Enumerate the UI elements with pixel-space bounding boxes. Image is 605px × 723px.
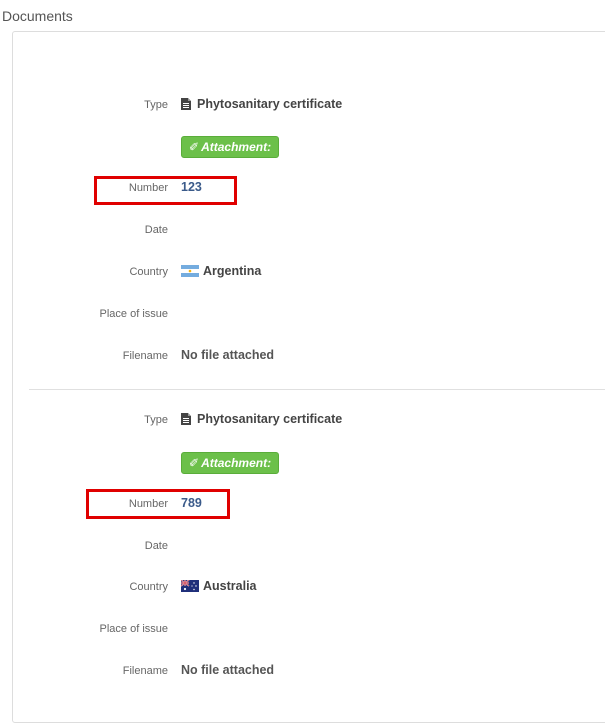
- document-icon: [181, 98, 191, 110]
- doc2-place-row: [13, 619, 605, 641]
- number-label: Number: [128, 498, 168, 510]
- country-label: Country: [129, 266, 168, 278]
- doc1-date-row: [13, 220, 605, 242]
- number-value: 123: [181, 180, 202, 194]
- document-divider: [29, 389, 605, 390]
- doc1-place-row: [13, 304, 605, 326]
- doc1-type-row: [13, 95, 605, 117]
- doc2-country-row: [13, 577, 605, 599]
- number-highlight-box: [86, 489, 230, 519]
- section-title: Documents: [2, 8, 73, 24]
- doc1-country-row: [13, 262, 605, 284]
- document-icon: [181, 413, 191, 425]
- filename-label: Filename: [122, 350, 168, 362]
- attachment-label: Attachment:: [201, 456, 272, 470]
- date-label: Date: [144, 224, 168, 236]
- country-value: Argentina: [203, 264, 262, 278]
- attachment-label: Attachment:: [201, 140, 272, 154]
- number-highlight-box: [94, 176, 237, 205]
- country-label: Country: [129, 581, 168, 593]
- type-label: Type: [144, 414, 168, 426]
- place-of-issue-label: Place of issue: [99, 308, 168, 320]
- place-of-issue-label: Place of issue: [99, 623, 168, 635]
- filename-value: No file attached: [181, 348, 275, 362]
- doc2-date-row: [13, 536, 605, 558]
- flag-australia-icon: [181, 580, 199, 592]
- country-value: Australia: [203, 579, 257, 593]
- filename-value: No file attached: [181, 663, 275, 677]
- paperclip-icon: ✐: [189, 140, 200, 154]
- date-label: Date: [144, 540, 168, 552]
- number-value: 789: [181, 496, 202, 510]
- type-label: Type: [144, 99, 168, 111]
- filename-label: Filename: [122, 665, 168, 677]
- type-value: Phytosanitary certificate: [197, 412, 343, 426]
- attachment-button[interactable]: [181, 136, 279, 158]
- documents-panel: [12, 31, 605, 723]
- type-value: Phytosanitary certificate: [197, 97, 343, 111]
- number-label: Number: [128, 182, 168, 194]
- attachment-button[interactable]: [181, 452, 279, 474]
- doc1-filename-row: [13, 346, 605, 368]
- doc2-type-row: [13, 410, 605, 432]
- flag-argentina-icon: [181, 265, 199, 277]
- paperclip-icon: ✐: [189, 456, 200, 470]
- doc2-filename-row: [13, 661, 605, 683]
